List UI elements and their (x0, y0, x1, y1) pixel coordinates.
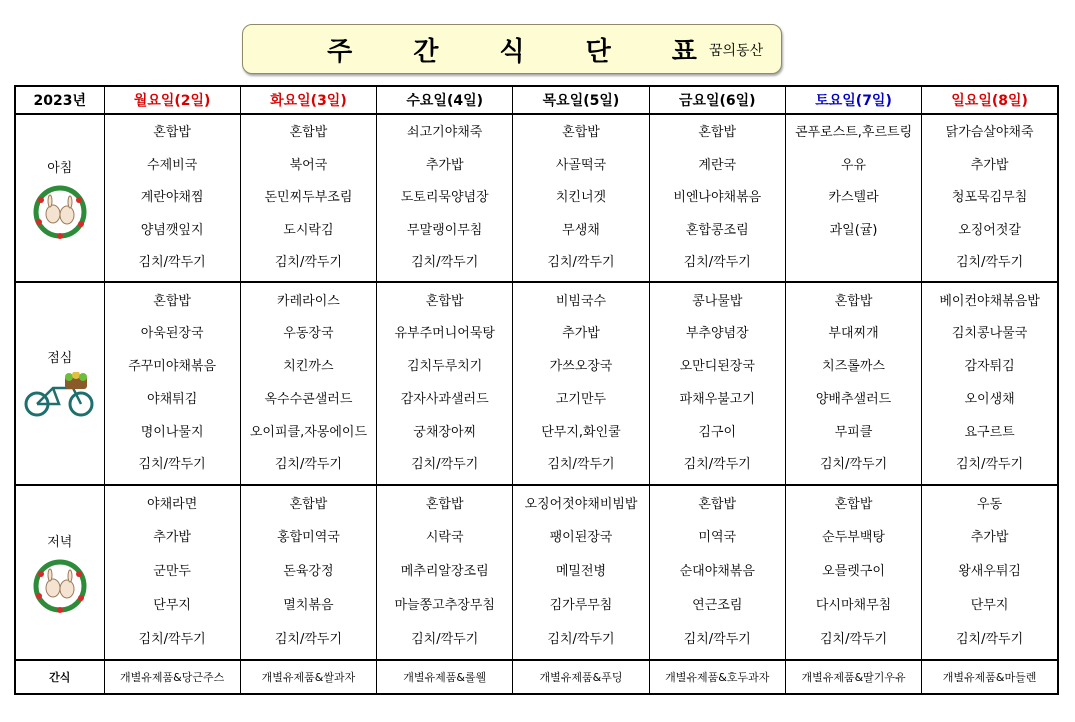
menu-item: 순두부백탕 (822, 530, 885, 546)
header-row (15, 86, 1058, 114)
snack-cell: 개별유제품&푸딩 (513, 660, 649, 694)
snack-cell: 개별유제품&롤웰 (377, 660, 513, 694)
day-header: 목요일(5일) (513, 86, 649, 114)
menu-item: 우동 (977, 496, 1003, 512)
menu-cell (240, 485, 376, 660)
menu-cell (649, 485, 785, 660)
menu-item: 김치/깍두기 (547, 631, 615, 647)
menu-item: 혼합콩조림 (685, 222, 749, 238)
menu-item: 치킨너겟 (555, 190, 607, 206)
menu-item: 메밀전병 (555, 564, 607, 580)
menu-item: 시락국 (425, 530, 464, 546)
menu-item: 돈민찌두부조림 (264, 190, 353, 206)
menu-item: 혼합밥 (289, 125, 328, 141)
snack-cell: 개별유제품&딸기우유 (785, 660, 921, 694)
menu-item: 무생채 (562, 222, 600, 238)
dinner-row (15, 485, 1058, 660)
menu-item: 김치/깍두기 (274, 457, 342, 473)
menu-item: 김구이 (698, 424, 737, 440)
menu-item: 베이컨야채볶음밥 (939, 293, 1040, 309)
menu-item: 김치/깍두기 (411, 631, 479, 647)
meal-label-dinner (15, 485, 104, 660)
meal-label-breakfast (15, 114, 104, 282)
menu-item-list (513, 486, 648, 659)
day-header: 수요일(4일) (377, 86, 513, 114)
menu-cell (922, 282, 1058, 484)
menu-item: 추가밥 (425, 157, 464, 173)
menu-item-list (786, 486, 921, 659)
menu-item: 혼합밥 (425, 293, 464, 309)
menu-item: 김치/깍두기 (138, 631, 206, 647)
menu-item: 혼합밥 (834, 293, 873, 309)
menu-item: 메추리알장조림 (400, 564, 489, 580)
menu-item: 고기만두 (555, 391, 607, 407)
menu-item-list (922, 486, 1057, 659)
menu-item: 단무지 (970, 598, 1009, 614)
menu-item: 홍합미역국 (277, 530, 340, 546)
menu-item: 김치/깍두기 (138, 255, 206, 271)
menu-item: 혼합밥 (698, 496, 737, 512)
menu-item: 과일(귤) (829, 222, 878, 238)
menu-item-list (922, 115, 1057, 281)
menu-item: 우유 (840, 157, 867, 173)
meal-label-text: 아침 (47, 160, 73, 176)
menu-item: 청포묵김무침 (951, 190, 1028, 206)
menu-item: 쇠고기야채죽 (407, 125, 483, 141)
menu-item: 북어국 (289, 157, 328, 173)
menu-item: 궁채장아찌 (413, 424, 477, 440)
menu-item: 추가밥 (970, 530, 1009, 546)
menu-item: 오징어젓야채비빔밥 (524, 496, 638, 512)
menu-item: 혼합밥 (153, 293, 191, 309)
meal-label-lunch (15, 282, 104, 484)
snack-cell: 개별유제품&호두과자 (649, 660, 785, 694)
menu-item: 순대야채볶음 (679, 564, 755, 580)
menu-cell (922, 485, 1058, 660)
menu-cell (513, 114, 649, 282)
menu-cell (104, 282, 240, 484)
page-subtitle: 꿈의동산 (709, 43, 764, 59)
bicycle-flowers-icon (23, 372, 97, 420)
menu-item: 오이피클,자몽에이드 (249, 424, 367, 440)
menu-item-list (105, 486, 240, 659)
page-title: 주 간 식 단 표 (327, 37, 723, 67)
weekly-menu-table (14, 85, 1059, 695)
menu-item: 오믈렛구이 (822, 564, 885, 580)
menu-cell (785, 485, 921, 660)
menu-cell (377, 114, 513, 282)
menu-item: 치즈롤까스 (822, 359, 885, 375)
menu-item: 김치/깍두기 (411, 255, 479, 271)
menu-cell (649, 114, 785, 282)
menu-item: 김치/깍두기 (547, 457, 615, 473)
menu-cell (785, 282, 921, 484)
snack-cell: 개별유제품&당근주스 (104, 660, 240, 694)
bunny-wreath-icon (29, 182, 91, 240)
menu-item: 혼합밥 (153, 125, 191, 141)
menu-item: 비엔나야채볶음 (673, 190, 762, 206)
menu-item: 혼합밥 (425, 496, 464, 512)
menu-item-list (650, 486, 785, 659)
menu-item: 김치/깍두기 (683, 457, 751, 473)
day-header: 금요일(6일) (649, 86, 785, 114)
menu-item: 혼합밥 (562, 125, 600, 141)
menu-item: 김치/깍두기 (683, 255, 751, 271)
menu-item: 김치/깍두기 (274, 255, 342, 271)
menu-cell (922, 114, 1058, 282)
menu-item: 부대찌개 (828, 326, 879, 342)
menu-item: 오이생채 (964, 391, 1015, 407)
menu-item: 콩나물밥 (692, 293, 743, 309)
menu-item: 양배추샐러드 (815, 391, 892, 407)
menu-item: 계란야채찜 (140, 190, 204, 206)
menu-item: 단무지 (153, 598, 191, 614)
menu-item: 단무지,화인쿨 (541, 424, 621, 440)
menu-item: 무피클 (834, 424, 873, 440)
menu-item: 추가밥 (153, 530, 191, 546)
menu-item-list (105, 115, 240, 281)
menu-item: 카스텔라 (828, 190, 879, 206)
menu-item: 김치/깍두기 (274, 631, 342, 647)
snack-row (15, 660, 1058, 694)
meal-label-text: 점심 (47, 350, 73, 366)
day-header: 일요일(8일) (922, 86, 1058, 114)
menu-item: 김치두루치기 (407, 359, 483, 375)
menu-item: 김치/깍두기 (683, 631, 751, 647)
menu-item: 카레라이스 (277, 293, 340, 309)
menu-cell (377, 282, 513, 484)
menu-item: 김치/깍두기 (411, 457, 479, 473)
menu-item: 혼합밥 (834, 496, 873, 512)
menu-item-list (786, 283, 921, 483)
menu-item: 아욱된장국 (140, 326, 204, 342)
menu-item: 수제비국 (147, 157, 198, 173)
menu-item: 혼합밥 (698, 125, 737, 141)
menu-item-list (105, 283, 240, 483)
menu-item: 우동장국 (283, 326, 334, 342)
menu-item: 콘푸로스트,후르트링 (794, 125, 913, 141)
menu-item: 감자사과샐러드 (400, 391, 489, 407)
menu-item-list (377, 486, 512, 659)
menu-cell (104, 485, 240, 660)
menu-item-list (377, 283, 512, 483)
menu-item: 계란국 (698, 157, 737, 173)
menu-item: 무말랭이무침 (407, 222, 483, 238)
menu-item: 양념깻잎지 (140, 222, 204, 238)
menu-item: 도시락김 (283, 222, 334, 238)
menu-item: 김가루무침 (549, 598, 613, 614)
title-box (242, 24, 782, 74)
menu-item-list (922, 283, 1057, 483)
day-header: 월요일(2일) (104, 86, 240, 114)
menu-item-list (786, 115, 921, 281)
menu-item: 파채우불고기 (679, 391, 755, 407)
menu-item: 김치/깍두기 (819, 631, 888, 647)
menu-item-list (241, 283, 376, 483)
menu-item: 요구르트 (964, 424, 1015, 440)
menu-item: 미역국 (698, 530, 737, 546)
menu-item: 야채라면 (147, 496, 198, 512)
menu-cell (785, 114, 921, 282)
menu-cell (104, 114, 240, 282)
menu-item: 김치/깍두기 (547, 255, 615, 271)
menu-item-list (377, 115, 512, 281)
bunny-wreath-icon (29, 556, 91, 614)
menu-cell (513, 485, 649, 660)
menu-item: 군만두 (153, 564, 191, 580)
menu-cell (240, 282, 376, 484)
menu-cell (240, 114, 376, 282)
menu-item: 치킨까스 (283, 359, 334, 375)
menu-item: 팽이된장국 (549, 530, 613, 546)
menu-item: 김치/깍두기 (956, 255, 1024, 271)
menu-item: 추가밥 (970, 157, 1009, 173)
menu-item (786, 255, 921, 271)
menu-item: 돈육강정 (283, 564, 334, 580)
day-header: 토요일(7일) (785, 86, 921, 114)
menu-item: 김치/깍두기 (956, 631, 1024, 647)
menu-item-list (513, 283, 648, 483)
menu-item: 닭가슴살야채죽 (945, 125, 1034, 141)
menu-item-list (241, 115, 376, 281)
menu-item: 왕새우튀김 (958, 564, 1021, 580)
menu-item-list (650, 283, 785, 483)
menu-item: 오징어젓갈 (958, 222, 1021, 238)
menu-item: 김치/깍두기 (138, 457, 206, 473)
menu-item: 비빔국수 (555, 293, 607, 309)
menu-item: 김치콩나물국 (951, 326, 1028, 342)
menu-item: 혼합밥 (289, 496, 328, 512)
menu-item-list (513, 115, 648, 281)
breakfast-row (15, 114, 1058, 282)
menu-cell (649, 282, 785, 484)
snack-cell: 개별유제품&마들렌 (922, 660, 1058, 694)
menu-item: 부추양념장 (685, 326, 749, 342)
menu-item: 옥수수콘샐러드 (264, 391, 353, 407)
menu-item: 야채튀김 (147, 391, 198, 407)
menu-cell (513, 282, 649, 484)
year-header: 2023년 (15, 86, 104, 114)
menu-item: 주꾸미야채볶음 (128, 359, 217, 375)
menu-item: 추가밥 (562, 326, 600, 342)
menu-item: 멸치볶음 (283, 598, 334, 614)
menu-item-list (241, 486, 376, 659)
day-header: 화요일(3일) (240, 86, 376, 114)
menu-item: 사골떡국 (555, 157, 607, 173)
menu-item: 마늘쫑고추장무침 (394, 598, 495, 614)
menu-cell (377, 485, 513, 660)
menu-item: 도토리묵양념장 (400, 190, 489, 206)
menu-item: 다시마채무침 (815, 598, 892, 614)
menu-item: 연근조림 (692, 598, 743, 614)
snack-cell: 개별유제품&쌀과자 (240, 660, 376, 694)
menu-item: 가쓰오장국 (549, 359, 613, 375)
menu-item-list (650, 115, 785, 281)
menu-item: 유부주머니어묵탕 (394, 326, 495, 342)
menu-item: 김치/깍두기 (819, 457, 888, 473)
menu-item: 김치/깍두기 (956, 457, 1024, 473)
meal-label-snack: 간식 (15, 660, 104, 694)
menu-item: 오만디된장국 (679, 359, 755, 375)
meal-label-text: 저녁 (47, 534, 73, 550)
lunch-row (15, 282, 1058, 484)
menu-item: 감자튀김 (964, 359, 1015, 375)
menu-item: 명이나물지 (140, 424, 204, 440)
